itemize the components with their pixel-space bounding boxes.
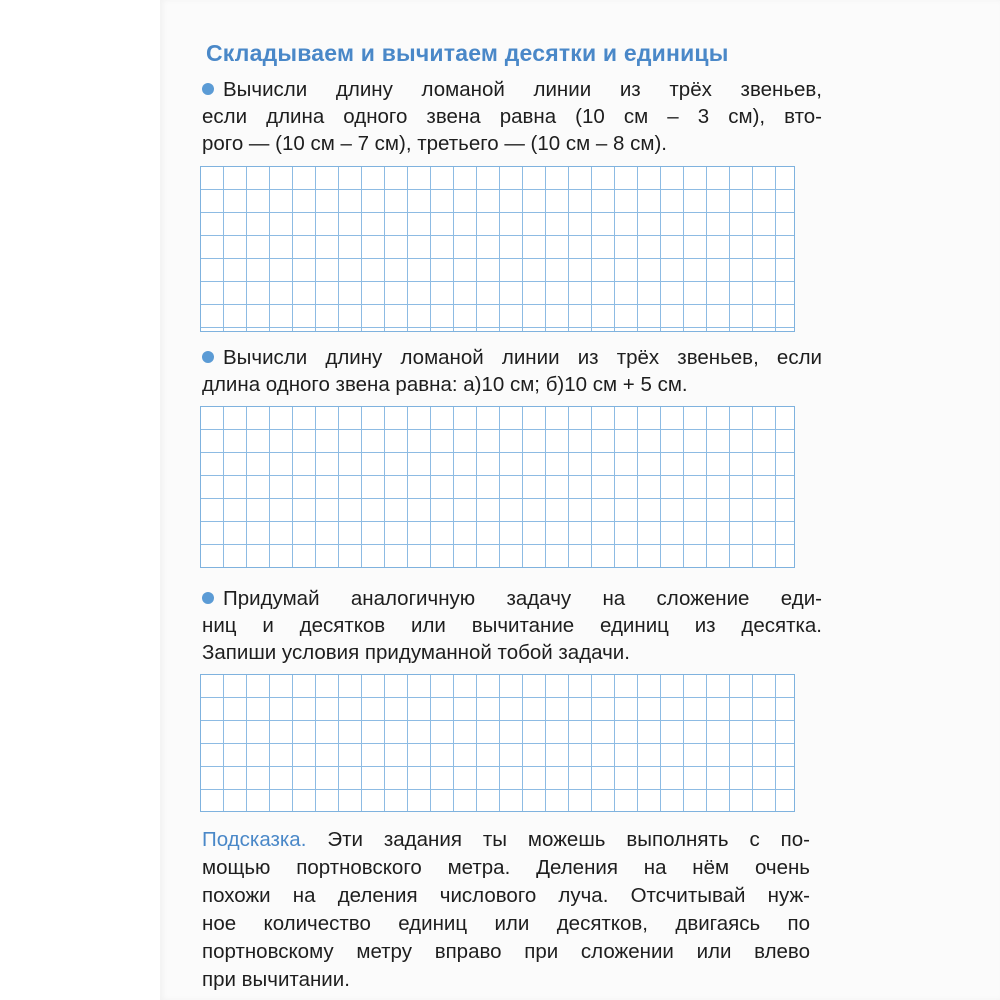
hint-line-3: похожи на деления числового луча. Отсчитывай нуж- — [202, 884, 810, 907]
task-2-line-1-text: Вычисли длину ломаной линии из трёх звеньев, если — [223, 346, 822, 369]
task-3-line-3: Запиши условия придуманной тобой задачи. — [202, 641, 630, 664]
page-title: Складываем и вычитаем десятки и единицы — [206, 40, 729, 66]
task-3-line-1-text: Придумай аналогичную задачу на сложение еди- — [223, 587, 822, 610]
task-3-line-2: ниц и десятков или вычитание единиц из десятка. — [202, 614, 822, 637]
task-2-text — [202, 344, 822, 398]
hint-line-2: мощью портновского метра. Деления на нём очень — [202, 856, 810, 879]
task-2-line-2: длина одного звена равна: а)10 см; б)10 см + 5 см. — [202, 373, 688, 396]
hint-line-5: портновскому метру вправо при сложении или влево — [202, 940, 810, 963]
task-3-text — [202, 585, 822, 666]
hint-block — [202, 826, 810, 994]
task-1-line-1-text: Вычисли длину ломаной линии из трёх звеньев, — [223, 78, 822, 101]
hint-line-6: при вычитании. — [202, 968, 350, 991]
bullet-icon — [202, 83, 214, 95]
task-1-text — [202, 76, 822, 157]
answer-grid-1[interactable] — [200, 166, 795, 332]
outer-margin — [0, 0, 160, 1000]
answer-grid-3[interactable] — [200, 674, 795, 812]
task-2-line-1 — [202, 344, 822, 371]
hint-line-1 — [202, 826, 810, 854]
bullet-icon — [202, 592, 214, 604]
answer-grid-2[interactable] — [200, 406, 795, 568]
task-1-line-1 — [202, 76, 822, 103]
task-1-line-2: если длина одного звена равна (10 см – 3 см), вто- — [202, 105, 822, 128]
hint-line-4: ное количество единиц или десятков, двигаясь по — [202, 912, 810, 935]
hint-label: Подсказка. — [202, 828, 307, 851]
hint-line-1-text: Эти задания ты можешь выполнять с по- — [327, 828, 810, 851]
task-3-line-1 — [202, 585, 822, 612]
bullet-icon — [202, 351, 214, 363]
task-1-line-3: рого — (10 см – 7 см), третьего — (10 см – 8 см). — [202, 132, 667, 155]
